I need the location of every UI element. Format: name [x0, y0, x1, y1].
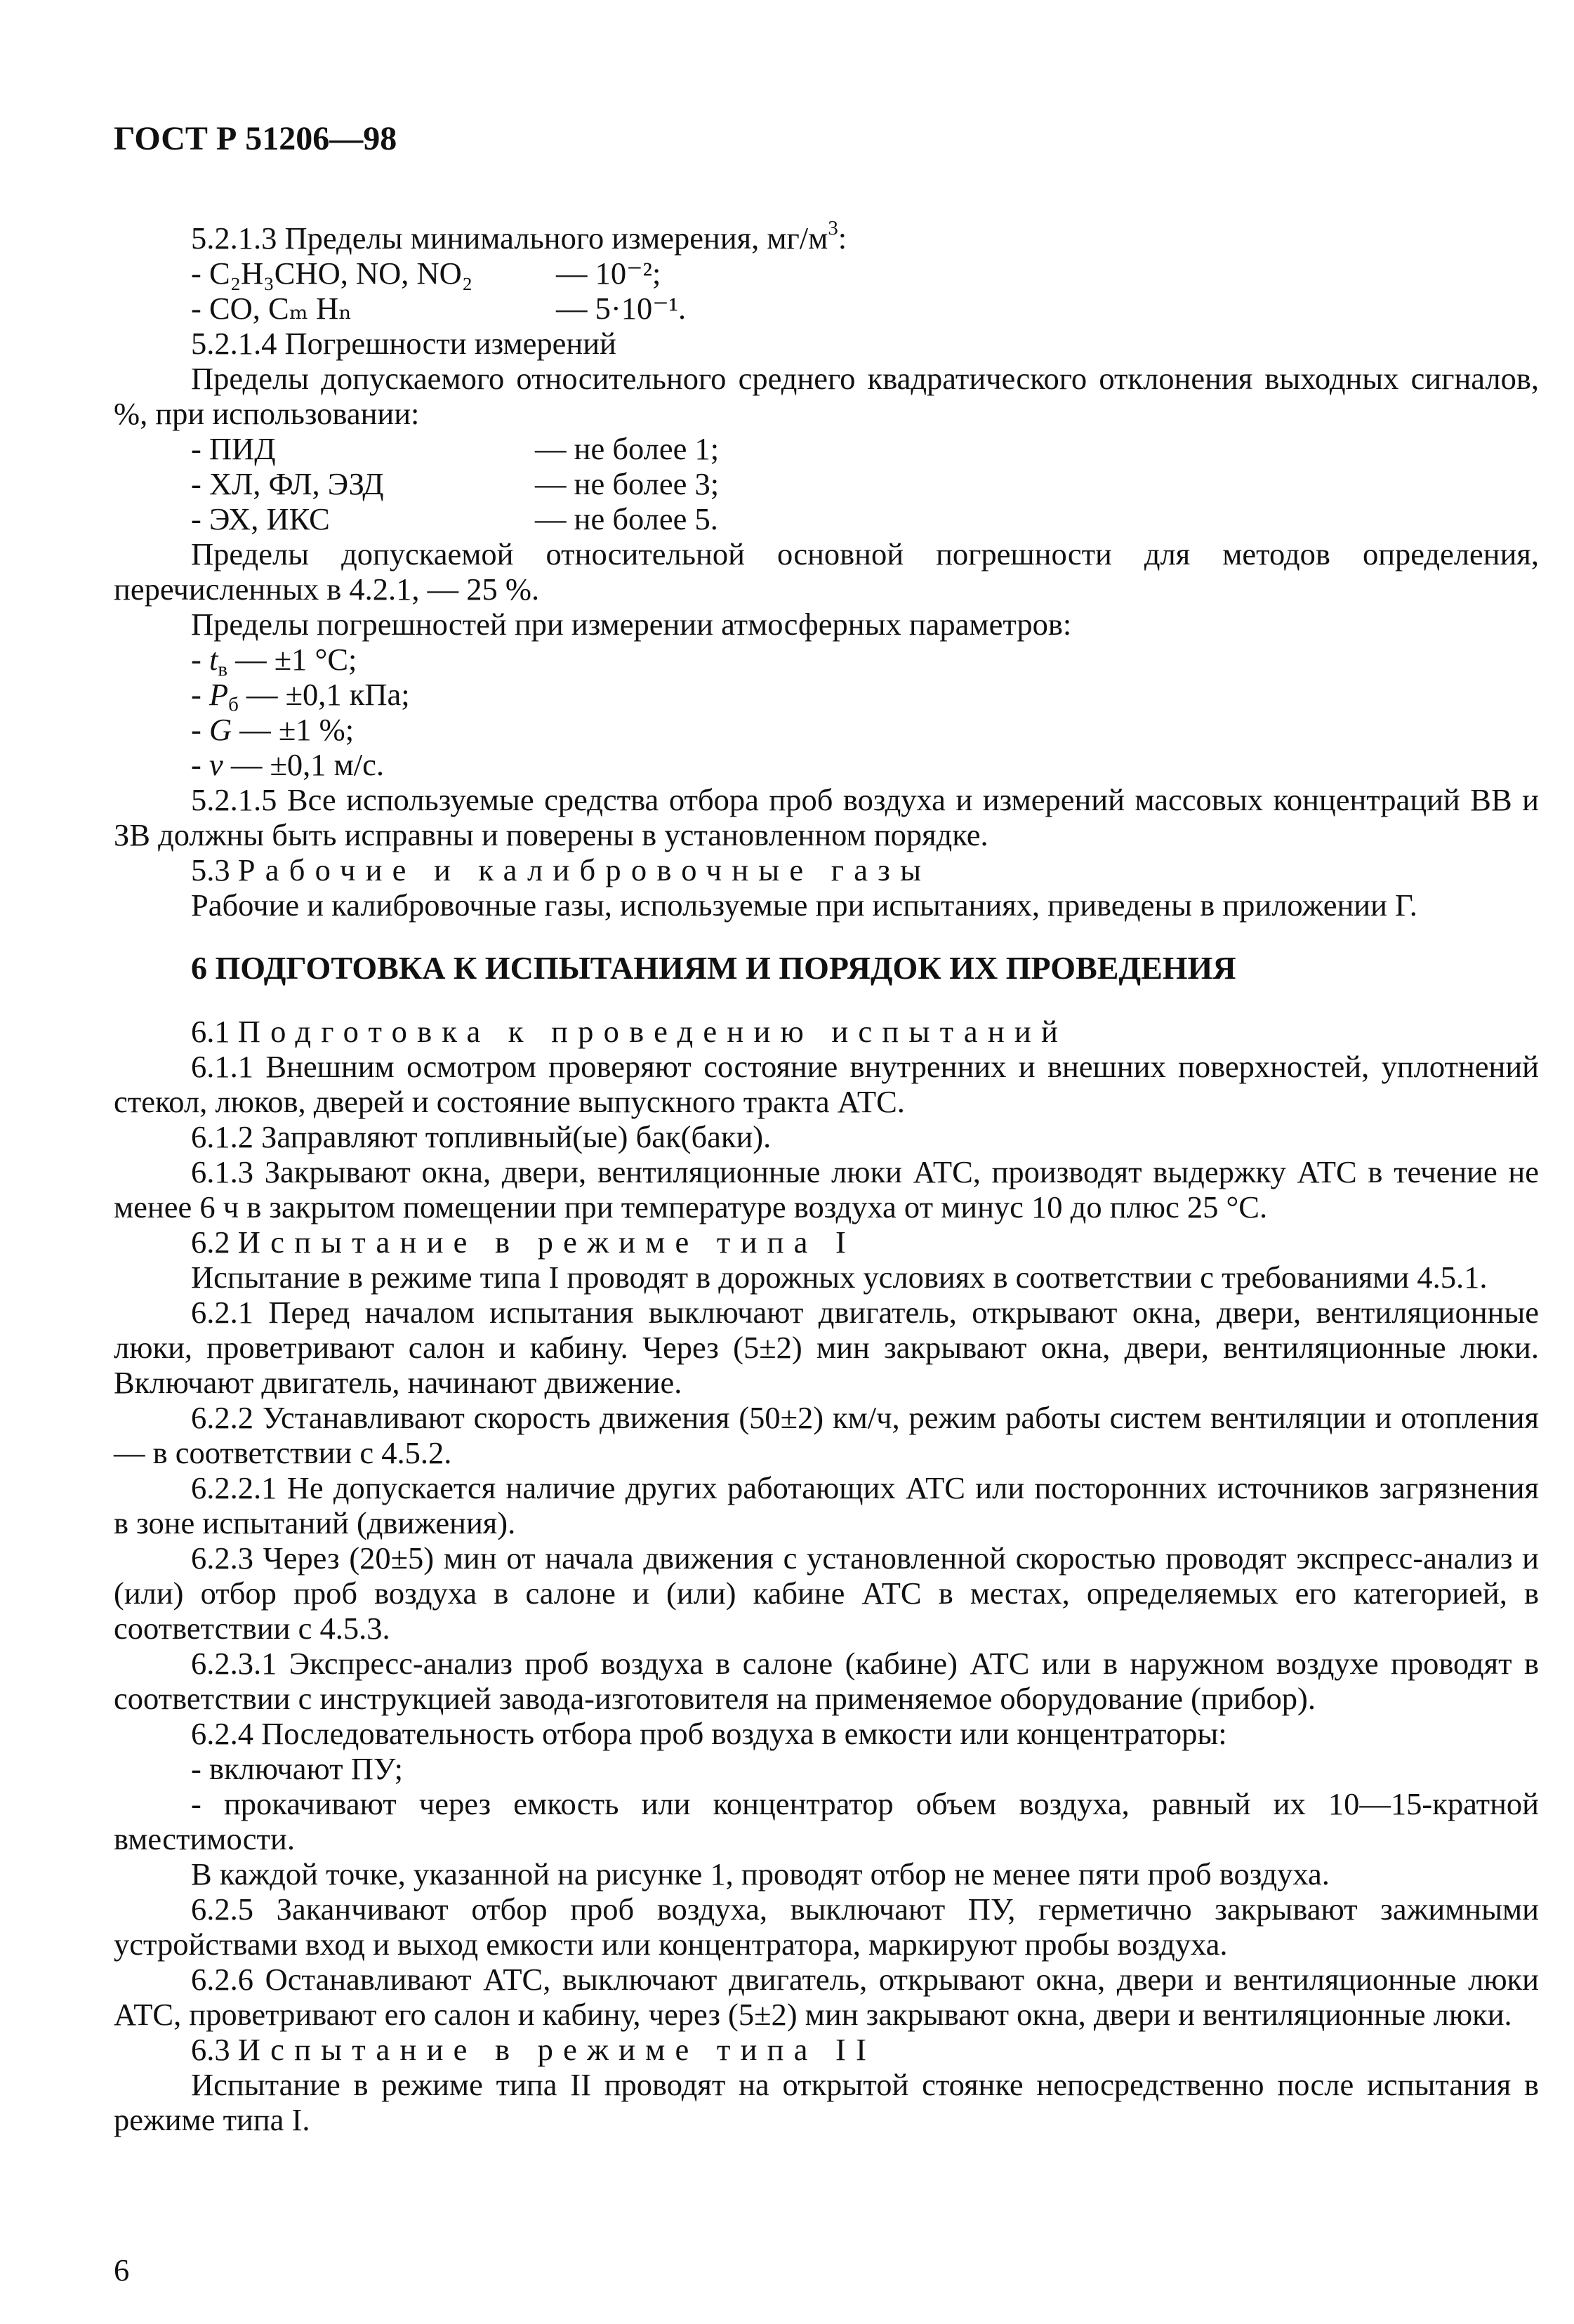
list-item: - ЭХ, ИКС — не более 5.: [191, 501, 718, 536]
clause-6-1-3: 6.1.3 Закрывают окна, двери, вентиляционные люки АТС, производят выдержку АТС в течение не менее 6 ч в закрытом помещении при температуре воздуха от минус 10 до плюс 25 °С.: [114, 1154, 1539, 1224]
document-page: [114, 118, 1539, 2137]
list-item: - G — ±1 %;: [191, 712, 355, 747]
clause-5-2-1-3-title: 5.2.1.3 Пределы минимального измерения, $мг/м^3$:: [191, 216, 847, 256]
clause-5-2-1-4-intro: Пределы допускаемого относительного среднего квадратического отклонения выходных сигналов, %, при использовании:: [114, 361, 1539, 431]
formula-row-2: - CO, Cₘ Hₙ — 5·10⁻¹.: [191, 291, 687, 326]
page-number: 6: [114, 2252, 130, 2287]
atm-intro-text: Пределы погрешностей при измерении атмосферных параметров:: [191, 607, 1072, 642]
clause-5-3-text: Рабочие и калибровочные газы, используемые при испытаниях, приведены в приложении Г.: [191, 887, 1417, 923]
list-item: - прокачивают через емкость или концентратор объем воздуха, равный их 10—15-кратной вместимости.: [114, 1786, 1539, 1856]
detector-list: [114, 431, 1539, 536]
clause-6-1-2: 6.1.2 Заправляют топливный(ые) бак(баки).: [191, 1119, 772, 1154]
clause-6-2-1: 6.2.1 Перед началом испытания выключают двигатель, открывают окна, двери, вентиляционные люки, проветривают салон и кабину. Через (5±2) мин закрывают окна, двери, вентиляционные люки. Включают двигатель, начинают движение.: [114, 1295, 1539, 1400]
clause-6-3-heading: 6.3 Испытание в режиме типа II: [191, 2032, 877, 2067]
clause-5-2-1-4-title: 5.2.1.4 Погрешности измерений: [191, 326, 616, 361]
clause-6-3-text: Испытание в режиме типа II проводят на открытой стоянке непосредственно после испытания в режиме типа I.: [114, 2067, 1539, 2137]
clause-6-2-6: 6.2.6 Останавливают АТС, выключают двигатель, открывают окна, двери и вентиляционные люки АТС, проветривают его салон и кабину, через (5±2) мин закрывают окна, двери и вентиляционные люки.: [114, 1962, 1539, 2032]
section-6-title: 6 ПОДГОТОВКА К ИСПЫТАНИЯМ И ПОРЯДОК ИХ ПРОВЕДЕНИЯ: [191, 950, 1236, 986]
basic-error-text: Пределы допускаемой относительной основной погрешности для методов определения, перечисленных в 4.2.1, — 25 %.: [114, 536, 1539, 607]
list-item: - ХЛ, ФЛ, ЭЗД — не более 3;: [191, 466, 720, 501]
clause-6-2-4-note: В каждой точке, указанной на рисунке 1, проводят отбор не менее пяти проб воздуха.: [191, 1856, 1330, 1891]
clause-6-2-heading: 6.2 Испытание в режиме типа I: [191, 1224, 857, 1260]
clause-6-2-text: Испытание в режиме типа I проводят в дорожных условиях в соответствии с требованиями 4.5.1.: [191, 1260, 1488, 1295]
clause-6-2-3-1: 6.2.3.1 Экспресс-анализ проб воздуха в салоне (кабине) АТС или в наружном воздухе проводят в соответствии с инструкцией завода-изготовителя на применяемое оборудование (прибор).: [114, 1646, 1539, 1716]
standard-header: ГОСТ Р 51206—98: [114, 120, 397, 157]
atm-params-list: [114, 642, 1539, 782]
clause-6-2-2-1: 6.2.2.1 Не допускается наличие других работающих АТС или посторонних источников загрязнения в зоне испытаний (движения).: [114, 1470, 1539, 1540]
clause-5-2-1-5: 5.2.1.5 Все используемые средства отбора проб воздуха и измерений массовых концентраций ВВ и ЗВ должны быть исправны и поверены в установленном порядке.: [114, 782, 1539, 852]
clause-6-2-2: 6.2.2 Устанавливают скорость движения (50±2) км/ч, режим работы систем вентиляции и отопления — в соответствии с 4.5.2.: [114, 1400, 1539, 1470]
clause-5-3-heading: 5.3 Рабочие и калибровочные газы: [191, 852, 932, 887]
clause-6-2-4: 6.2.4 Последовательность отбора проб воздуха в емкости или концентраторы:: [191, 1716, 1227, 1751]
formula-row-1: - C₂H₃CHO, NO, NO₂ — 10⁻²;: [191, 256, 661, 291]
list-item: - $P_б$ — ±0,1 кПа;: [191, 677, 410, 716]
clause-6-1-heading: 6.1 Подготовка к проведению испытаний: [191, 1014, 1068, 1049]
clause-6-1-1: 6.1.1 Внешним осмотром проверяют состояние внутренних и внешних поверхностей, уплотнений стекол, люков, дверей и состояние выпускного тракта АТС.: [114, 1049, 1539, 1119]
clause-6-2-5: 6.2.5 Заканчивают отбор проб воздуха, выключают ПУ, герметично закрывают зажимными устройствами вход и выход емкости или концентратора, маркируют пробы воздуха.: [114, 1891, 1539, 1962]
list-item: - v — ±0,1 м/с.: [191, 747, 385, 782]
clause-6-2-3: 6.2.3 Через (20±5) мин от начала движения с установленной скоростью проводят экспресс-анализ и (или) отбор проб воздуха в салоне и (или) кабине АТС в местах, определяемых его категорией, в соответствии с 4.5.3.: [114, 1540, 1539, 1646]
list-item: - ПИД — не более 1;: [191, 431, 720, 466]
list-item: - $t_в$ — ±1 °С;: [191, 642, 357, 681]
list-item: - включают ПУ;: [191, 1751, 404, 1786]
